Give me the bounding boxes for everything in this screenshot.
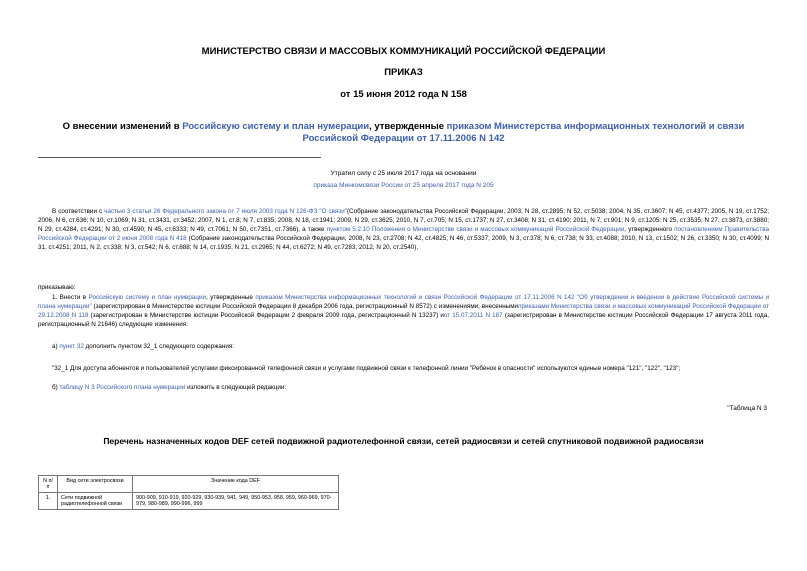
cell-number: 1. [39, 493, 58, 510]
table-header-row [39, 476, 339, 493]
title-link-order-142[interactable]: приказом Министерства информационных технологий и связи Российской Федерации от 17.11.2006 N 142 [302, 121, 745, 144]
link-law-126fz[interactable]: частью 3 статьи 26 Федерального закона от 7 июля 2003 года N 126-ФЗ "О связи" [104, 208, 347, 215]
column-header-number: N п/п [39, 476, 58, 493]
document-date: от 15 июня 2012 года N 158 [340, 89, 467, 100]
cell-network-type: Сети подвижной радиотелефонной связи [58, 493, 133, 510]
status-note-text: Утратил силу с 25 июля 2017 года на основании [330, 170, 477, 177]
text: (Собрание законодательства Российской Федерации, 2008, N 23, ст.2708; N 42, ст.4825; N 46, ст.5337; 2009, N 3, ст.378; N 6, ст.738; N 33, ст.4088; 2010, N 13, ст.1502; N 26, ст.3350; N 30, ст.4099; N 31, ст.4251; 2011, N 2, ст.338; N 3, ст.542; N 6, ст.888; N 14, ст.1935; N 21, ст.2965; N 44, ст.6272; N 49, ст.7283; 2012, N 20, ст.2540), [38, 235, 770, 251]
order-word: приказываю: [38, 284, 76, 291]
text: изложить в следующей редакции: [185, 384, 287, 391]
link-numbering-system[interactable]: Российскую систему и план нумерации [88, 294, 207, 301]
link-table-3[interactable]: таблицу N 3 Российского плана нумерации [59, 384, 186, 391]
text: б) [52, 384, 60, 391]
subitem-a [52, 342, 783, 351]
text: 1. Внести в [52, 294, 89, 301]
divider [38, 157, 321, 158]
table-reference: "Таблица N 3 [727, 405, 767, 412]
cell-def-codes: 900-909, 910-919, 920-929, 930-939, 941, 949, 950-953, 958, 959, 960-969, 970-979, 980-989, 990-996, 999 [133, 493, 339, 510]
def-codes-table [38, 475, 339, 510]
text: (зарегистрирован в Министерстве юстиции Российской Федерации 8 декабря 2006 года, регистрационный N 8572) с изменениями, внесенными [91, 303, 519, 310]
link-order-118[interactable]: приказами Министерства связи и массовых коммуникаций Российской Федерации от 29.12.2008 N 118 [38, 303, 769, 319]
text: , утвержденного [624, 226, 675, 233]
document-title [40, 121, 767, 145]
item-1-paragraph [38, 293, 769, 329]
subitem-b [52, 383, 783, 392]
link-item-32[interactable]: пункт 32 [59, 343, 84, 350]
document-type: ПРИКАЗ [384, 67, 423, 78]
link-order-187[interactable]: от 15.07.2011 N 187 [443, 312, 503, 319]
item-32-1-quote: "32_1 Для доступа абонентов и пользователей услугами фиксированной телефонной связи и услугами подвижной связи к телефонной линии "Ребенок в опасности" используются единые номера "121", "122", "123"; [52, 365, 681, 372]
link-regulation-5-2-10[interactable]: пунктом 5.2.10 Положения о Министерстве связи и массовых коммуникаций Российской Федерации [326, 226, 625, 233]
text: (зарегистрирован в Министерстве юстиции Российской Федерации 17 августа 2011 года, регистрационный N 21646) следующие изменения: [38, 312, 769, 328]
ministry-name: МИНИСТЕРСТВО СВЯЗИ И МАССОВЫХ КОММУНИКАЦИЙ РОССИЙСКОЙ ФЕДЕРАЦИИ [201, 46, 606, 57]
text: (Собрание законодательства Российской Федерации, 2003, N 28, ст.2895; N 52, ст.5038; 2004, N 35, ст.3607; N 45, ст.4377; 2005, N 19, ст.1752; 2006, N 6, ст.636; N 10, ст.1069; N 31, ст.3431, ст.3452; 2007, N 1, ст.8; N 7, ст.835; 2008, N 18, ст.1941; 2009, N 29, ст.3625; 2010, N 7, ст.705; N 15, ст.1737; N 27, ст.3408; N 31, ст.4190; 2011, N 7, ст.901; N 9, ст.1205; N 25, ст.3535; N 27, ст.3873, ст.3880; N 29, ст.4284, ст.4291; N 30, ст.4590; N 45, ст.6333; N 49, ст.7061; N 50, ст.7351, ст.7366), а также [38, 208, 769, 233]
table-heading: Перечень назначенных кодов DEF сетей подвижной радиотелефонной связи, сетей радиосвязи и сетей спутниковой подвижной радиосвязи [103, 436, 704, 446]
title-link-numbering-system[interactable]: Российскую систему и план нумерации [182, 121, 370, 132]
text: а) [52, 343, 60, 350]
title-text: О внесении изменений в [62, 121, 183, 132]
preamble-paragraph [38, 207, 769, 252]
text: дополнить пунктом 32_1 следующего содержания: [83, 343, 235, 350]
text: , утвержденные [206, 294, 256, 301]
title-text: , утвержденные [369, 121, 447, 132]
column-header-network-type: Вид сети электросвязи [58, 476, 133, 493]
link-order-142[interactable]: приказом Министерства информационных технологий и связи Российской Федерации от 17.11.2006 N 142 "Об утверждении и введении в действие Российской системы и плана нумерации" [38, 294, 770, 310]
table-row [39, 493, 339, 510]
link-resolution-418[interactable]: постановлением Правительства Российской Федерации от 2 июня 2008 года N 418 [38, 226, 769, 242]
text: (зарегистрирован в Министерстве юстиции Российской Федерации 2 февраля 2009 года, регистрационный N 13237) и [88, 312, 444, 319]
text: В соответствии с [52, 208, 105, 215]
column-header-def-code: Значение кода DEF [133, 476, 339, 493]
status-note-link[interactable]: приказа Минкомсвязи России от 25 апреля 2017 года N 205 [313, 182, 494, 189]
